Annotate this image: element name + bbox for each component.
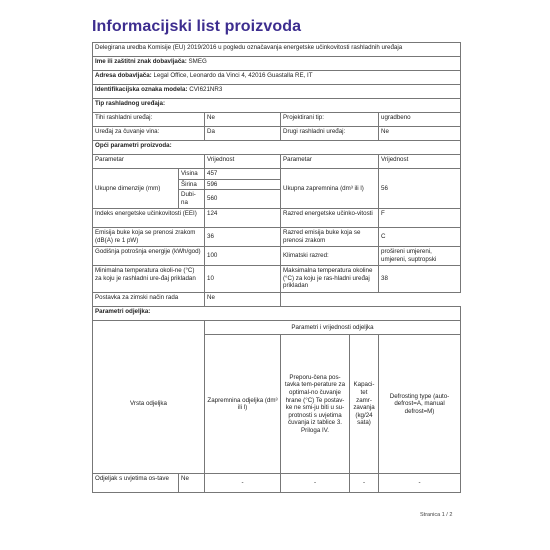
volume-value: 56: [379, 169, 461, 209]
model-id-value: CVI621NR3: [189, 86, 223, 93]
param-value: 38: [379, 266, 461, 293]
param-label: Projektirani tip:: [281, 113, 379, 127]
column-header: Kapaci-tet zamr-zavanja (kg/24 sata): [350, 335, 379, 474]
dimension-name: Širina: [179, 179, 205, 190]
table-row: [93, 474, 461, 493]
model-id-label: Identifikacijska oznaka modela:: [95, 86, 188, 93]
supplier-address-value: Legal Office, Leonardo da Vinci 4, 42016 Guastalla RE, IT: [153, 72, 313, 79]
param-label: Uređaj za čuvanje vina:: [93, 127, 205, 141]
supplier-name-value: SMEG: [188, 58, 207, 65]
dimension-value: 596: [205, 179, 281, 190]
column-header: Parametar: [281, 155, 379, 169]
param-label: Maksimalna temperatura okoline (°C) za koju je ras-hladni uređaj prikladan: [281, 266, 379, 293]
compartment-value: -: [205, 474, 281, 493]
empty-cell: [281, 293, 461, 307]
supplier-name-label: Ime ili zaštitni znak dobavljača:: [95, 58, 187, 65]
regulation-text: Delegirana uredba Komisije (EU) 2019/2016 u pogledu označavanja energetske učinkovitosti rashladnih uređaja: [93, 43, 461, 57]
param-value: F: [379, 209, 461, 228]
param-value: Ne: [379, 127, 461, 141]
compartment-value: -: [350, 474, 379, 493]
dimensions-label: Ukupne dimenzije (mm): [93, 169, 179, 209]
table-row: [93, 247, 461, 266]
table-header-row: [93, 155, 461, 169]
param-value: Ne: [205, 113, 281, 127]
table-row: [93, 127, 461, 141]
table-row: [93, 266, 461, 293]
column-header: Preporu-čena pos-tavka tem-perature za optimal-no čuvanje hrane (°C) Te postav-ke ne smi-ju biti u su-protnosti s uvjetima čuvanja iz tablice 3. Priloga IV.: [281, 335, 350, 474]
product-information-sheet: [92, 18, 460, 493]
compartment-heading: Parametri odjeljka:: [93, 307, 461, 321]
param-value: C: [379, 228, 461, 247]
param-label: Razred energetske učinko-vitosti: [281, 209, 379, 228]
param-label: Godišnja potrošnja energije (kWh/god): [93, 247, 205, 266]
volume-label: Ukupna zapremnina (dm³ ili l): [281, 169, 379, 209]
column-header: Vrijednost: [379, 155, 461, 169]
empty-header-cell: [93, 321, 205, 335]
table-row: [93, 228, 461, 247]
product-table: [92, 42, 461, 493]
param-label: Razred emisija buke koja se prenosi zrakom: [281, 228, 379, 247]
param-value: 36: [205, 228, 281, 247]
supplier-name-row: [93, 57, 461, 71]
table-row: [93, 293, 461, 307]
param-label: Emisija buke koja se prenosi zrakom (dB(A) re 1 pW): [93, 228, 205, 247]
dimension-value: 457: [205, 169, 281, 180]
dimension-name: Visina: [179, 169, 205, 180]
compartment-label: Odjeljak s uvjetima os-tave: [93, 474, 179, 493]
table-row: [93, 113, 461, 127]
compartment-value: -: [379, 474, 461, 493]
model-id-row: [93, 85, 461, 99]
general-heading: Opći parametri proizvoda:: [93, 141, 461, 155]
appliance-type-heading: Tip rashladnog uređaja:: [93, 99, 461, 113]
page-title: Informacijski list proizvoda: [92, 18, 302, 35]
table-header-row: [93, 335, 461, 474]
compartment-value: -: [281, 474, 350, 493]
param-value: ugradbeno: [379, 113, 461, 127]
param-value: 100: [205, 247, 281, 266]
param-label: Indeks energetske učinkovitosti (EEI): [93, 209, 205, 228]
param-label: Drugi rashladni uređaj:: [281, 127, 379, 141]
param-label: Klimatski razred:: [281, 247, 379, 266]
table-row: [93, 169, 461, 180]
param-value: 10: [205, 266, 281, 293]
compartment-group-header: Parametri i vrijednosti odjeljka: [205, 321, 461, 335]
compartment-present: Ne: [179, 474, 205, 493]
param-value: 124: [205, 209, 281, 228]
column-header: Zapremnina odjeljka (dm³ ili l): [205, 335, 281, 474]
page-number: Stranica 1 / 2: [420, 512, 453, 518]
param-value: Ne: [205, 293, 281, 307]
param-value: prošireni umjereni, umjereni, suptropski: [379, 247, 461, 266]
column-header: Defrosting type (auto-defrost=A, manual defrost=M): [379, 335, 461, 474]
dimension-name: Dubi-na: [179, 190, 205, 209]
supplier-address-label: Adresa dobavljača:: [95, 72, 152, 79]
param-label: Postavka za zimski način rada: [93, 293, 205, 307]
dimension-value: 560: [205, 190, 281, 209]
table-header-row: [93, 321, 461, 335]
param-value: Da: [205, 127, 281, 141]
table-row: [93, 209, 461, 228]
column-header: Vrsta odjeljka: [93, 335, 205, 474]
column-header: Vrijednost: [205, 155, 281, 169]
column-header: Parametar: [93, 155, 205, 169]
supplier-address-row: [93, 71, 461, 85]
param-label: Tihi rashladni uređaj:: [93, 113, 205, 127]
param-label: Minimalna temperatura okoli-ne (°C) za koju je rashladni ure-đaj prikladan: [93, 266, 205, 293]
